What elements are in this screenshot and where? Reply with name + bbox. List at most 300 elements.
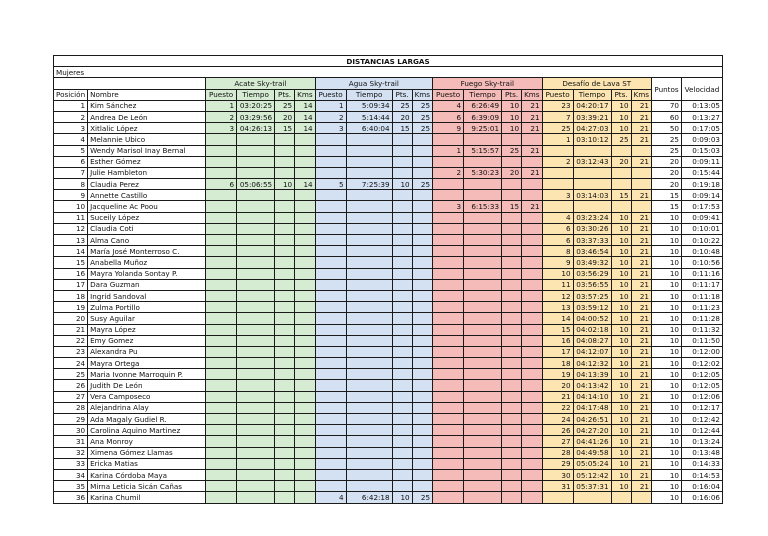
position-cell: 11: [54, 212, 88, 223]
pts-cell: [275, 324, 295, 335]
kms-cell: [412, 212, 432, 223]
pts-cell: [502, 212, 522, 223]
kms-cell: [295, 235, 315, 246]
kms-cell: 21: [631, 100, 651, 111]
tiempo-cell: 6:39:09: [464, 111, 502, 122]
table-row: [54, 257, 723, 268]
tiempo-cell: [346, 257, 392, 268]
puesto-cell: [206, 268, 237, 279]
pts-cell: 20: [502, 167, 522, 178]
pts-cell: [275, 425, 295, 436]
tiempo-cell: [346, 302, 392, 313]
tiempo-cell: 03:14:03: [573, 190, 611, 201]
puntos-cell: 10: [652, 402, 682, 413]
tiempo-cell: [464, 358, 502, 369]
tiempo-cell: [464, 469, 502, 480]
kms-cell: 21: [631, 391, 651, 402]
tiempo-cell: [464, 246, 502, 257]
tiempo-cell: 05:37:31: [573, 481, 611, 492]
tiempo-cell: [346, 279, 392, 290]
tiempo-cell: 6:42:18: [346, 492, 392, 503]
tiempo-cell: [237, 257, 275, 268]
table-row: [54, 212, 723, 223]
tiempo-cell: 03:57:25: [573, 290, 611, 301]
tiempo-cell: [464, 346, 502, 357]
puesto-cell: [315, 257, 346, 268]
puesto-cell: 3: [433, 201, 464, 212]
puntos-cell: 25: [652, 134, 682, 145]
puesto-cell: 7: [542, 111, 573, 122]
tiempo-cell: [464, 134, 502, 145]
table-row: [54, 156, 723, 167]
puesto-cell: [433, 391, 464, 402]
pts-cell: [502, 469, 522, 480]
kms-cell: [295, 134, 315, 145]
puesto-cell: [433, 302, 464, 313]
kms-cell: 21: [522, 100, 542, 111]
tiempo-cell: 05:05:24: [573, 458, 611, 469]
tiempo-cell: [464, 179, 502, 190]
puntos-cell: 50: [652, 123, 682, 134]
tiempo-cell: [346, 156, 392, 167]
puntos-cell: 10: [652, 346, 682, 357]
tiempo-cell: [346, 313, 392, 324]
puesto-cell: 4: [433, 100, 464, 111]
pts-cell: [502, 436, 522, 447]
tiempo-cell: [237, 313, 275, 324]
tiempo-cell: [573, 492, 611, 503]
pts-cell: [502, 391, 522, 402]
pts-cell: 10: [611, 335, 631, 346]
puesto-cell: [433, 447, 464, 458]
kms-cell: 25: [412, 492, 432, 503]
kms-cell: [412, 190, 432, 201]
pts-cell: [502, 492, 522, 503]
velocidad-cell: 0:12:17: [682, 402, 723, 413]
velocidad-cell: 0:13:27: [682, 111, 723, 122]
pts-cell: [502, 246, 522, 257]
pts-cell: [502, 447, 522, 458]
kms-cell: 21: [631, 257, 651, 268]
pts-cell: [502, 425, 522, 436]
puntos-cell: 15: [652, 201, 682, 212]
kms-cell: [522, 436, 542, 447]
header-puesto: Puesto: [542, 89, 573, 100]
pts-cell: [502, 156, 522, 167]
kms-cell: 21: [631, 380, 651, 391]
kms-cell: [295, 212, 315, 223]
tiempo-cell: [464, 156, 502, 167]
kms-cell: [295, 391, 315, 402]
puesto-cell: [315, 212, 346, 223]
tiempo-cell: [464, 212, 502, 223]
header-puesto: Puesto: [315, 89, 346, 100]
header-kms: Kms: [412, 89, 432, 100]
pts-cell: 10: [611, 380, 631, 391]
kms-cell: 21: [631, 414, 651, 425]
name-cell: Kim Sánchez: [88, 100, 206, 111]
tiempo-cell: [237, 279, 275, 290]
puesto-cell: [433, 279, 464, 290]
pts-cell: [392, 212, 412, 223]
header-pts: Pts.: [502, 89, 522, 100]
pts-cell: [392, 380, 412, 391]
pts-cell: [392, 402, 412, 413]
table-row: [54, 469, 723, 480]
kms-cell: [522, 481, 542, 492]
tiempo-cell: 04:20:17: [573, 100, 611, 111]
kms-cell: [295, 223, 315, 234]
pts-cell: [502, 346, 522, 357]
tiempo-cell: 04:02:18: [573, 324, 611, 335]
kms-cell: [412, 279, 432, 290]
kms-cell: [522, 190, 542, 201]
kms-cell: 21: [631, 134, 651, 145]
name-cell: Wendy Marisol Inay Bernal: [88, 145, 206, 156]
kms-cell: 14: [295, 179, 315, 190]
pts-cell: 10: [502, 100, 522, 111]
puesto-cell: [315, 268, 346, 279]
pts-cell: [275, 201, 295, 212]
pts-cell: [392, 246, 412, 257]
position-cell: 1: [54, 100, 88, 111]
tiempo-cell: [464, 290, 502, 301]
name-cell: Xitlalic López: [88, 123, 206, 134]
kms-cell: [412, 235, 432, 246]
kms-cell: [295, 156, 315, 167]
puesto-cell: [433, 380, 464, 391]
kms-cell: [522, 279, 542, 290]
header-posicion: Posición: [54, 89, 88, 100]
tiempo-cell: [237, 223, 275, 234]
puesto-cell: 2: [206, 111, 237, 122]
pts-cell: [275, 469, 295, 480]
puntos-cell: 10: [652, 369, 682, 380]
header-kms: Kms: [631, 89, 651, 100]
kms-cell: 21: [631, 212, 651, 223]
tiempo-cell: 04:08:27: [573, 335, 611, 346]
position-cell: 19: [54, 302, 88, 313]
kms-cell: 21: [631, 458, 651, 469]
pts-cell: 10: [611, 279, 631, 290]
velocidad-cell: 0:19:18: [682, 179, 723, 190]
kms-cell: [295, 335, 315, 346]
name-cell: Carolina Aquino Martinez: [88, 425, 206, 436]
pts-cell: 10: [392, 179, 412, 190]
pts-cell: [392, 481, 412, 492]
velocidad-cell: 0:17:53: [682, 201, 723, 212]
puesto-cell: [433, 223, 464, 234]
pts-cell: 10: [502, 123, 522, 134]
kms-cell: [522, 358, 542, 369]
kms-cell: [412, 469, 432, 480]
kms-cell: 21: [631, 358, 651, 369]
puesto-cell: 15: [542, 324, 573, 335]
puesto-cell: [206, 369, 237, 380]
tiempo-cell: [346, 425, 392, 436]
puesto-cell: [315, 391, 346, 402]
kms-cell: [412, 391, 432, 402]
puesto-cell: [433, 257, 464, 268]
kms-cell: [295, 481, 315, 492]
pts-cell: 10: [275, 179, 295, 190]
tiempo-cell: [237, 358, 275, 369]
puesto-cell: [315, 246, 346, 257]
tiempo-cell: [237, 425, 275, 436]
pts-cell: [275, 436, 295, 447]
kms-cell: [522, 302, 542, 313]
table-row: [54, 313, 723, 324]
table-row: [54, 324, 723, 335]
puesto-cell: [315, 279, 346, 290]
pts-cell: [275, 481, 295, 492]
puesto-cell: 20: [542, 380, 573, 391]
puntos-cell: 60: [652, 111, 682, 122]
tiempo-cell: [237, 436, 275, 447]
tiempo-cell: [237, 324, 275, 335]
pts-cell: [392, 223, 412, 234]
tiempo-cell: 04:13:39: [573, 369, 611, 380]
velocidad-cell: 0:11:50: [682, 335, 723, 346]
kms-cell: [522, 369, 542, 380]
kms-cell: [295, 302, 315, 313]
velocidad-cell: 0:14:53: [682, 469, 723, 480]
kms-cell: [412, 447, 432, 458]
header-tiempo: Tiempo: [573, 89, 611, 100]
position-cell: 20: [54, 313, 88, 324]
pts-cell: [275, 492, 295, 503]
kms-cell: [295, 380, 315, 391]
pts-cell: [502, 290, 522, 301]
table-row: [54, 458, 723, 469]
puesto-cell: [206, 402, 237, 413]
puesto-cell: [433, 469, 464, 480]
puntos-cell: 10: [652, 436, 682, 447]
puesto-cell: 3: [315, 123, 346, 134]
velocidad-cell: 0:12:42: [682, 414, 723, 425]
kms-cell: [295, 324, 315, 335]
pts-cell: [275, 257, 295, 268]
tiempo-cell: 03:56:29: [573, 268, 611, 279]
velocidad-cell: 0:13:24: [682, 436, 723, 447]
tiempo-cell: [346, 235, 392, 246]
pts-cell: [392, 358, 412, 369]
tiempo-cell: [464, 235, 502, 246]
pts-cell: 10: [611, 346, 631, 357]
kms-cell: [295, 402, 315, 413]
tiempo-cell: [237, 414, 275, 425]
pts-cell: [392, 391, 412, 402]
tiempo-cell: [346, 380, 392, 391]
table-row: [54, 481, 723, 492]
pts-cell: [275, 358, 295, 369]
kms-cell: 21: [522, 167, 542, 178]
tiempo-cell: [464, 425, 502, 436]
tiempo-cell: [346, 346, 392, 357]
puesto-cell: [433, 369, 464, 380]
name-cell: Mayra Yolanda Sontay P.: [88, 268, 206, 279]
puesto-cell: [206, 436, 237, 447]
header-spacer: [54, 78, 206, 89]
pts-cell: 25: [392, 100, 412, 111]
puntos-cell: 10: [652, 246, 682, 257]
tiempo-cell: [464, 414, 502, 425]
pts-cell: [275, 369, 295, 380]
kms-cell: 21: [522, 123, 542, 134]
velocidad-cell: 0:16:06: [682, 492, 723, 503]
name-cell: Claudia Perez: [88, 179, 206, 190]
pts-cell: [392, 134, 412, 145]
position-cell: 18: [54, 290, 88, 301]
table-row: [54, 235, 723, 246]
position-cell: 7: [54, 167, 88, 178]
position-cell: 6: [54, 156, 88, 167]
puesto-cell: [206, 481, 237, 492]
puesto-cell: [433, 134, 464, 145]
tiempo-cell: [237, 134, 275, 145]
kms-cell: [412, 223, 432, 234]
puntos-cell: 20: [652, 167, 682, 178]
header-pts: Pts.: [275, 89, 295, 100]
pts-cell: 10: [611, 302, 631, 313]
kms-cell: [631, 167, 651, 178]
position-cell: 15: [54, 257, 88, 268]
puesto-cell: [542, 145, 573, 156]
puesto-cell: 3: [206, 123, 237, 134]
tiempo-cell: [464, 302, 502, 313]
puesto-cell: 1: [542, 134, 573, 145]
puntos-cell: 10: [652, 302, 682, 313]
table-row: [54, 425, 723, 436]
race-header-row: [54, 78, 723, 89]
puesto-cell: [206, 469, 237, 480]
tiempo-cell: 03:37:33: [573, 235, 611, 246]
pts-cell: [392, 335, 412, 346]
kms-cell: [295, 369, 315, 380]
tiempo-cell: [346, 458, 392, 469]
tiempo-cell: [237, 469, 275, 480]
velocidad-cell: 0:12:06: [682, 391, 723, 402]
velocidad-cell: 0:10:48: [682, 246, 723, 257]
pts-cell: [392, 313, 412, 324]
kms-cell: 21: [631, 481, 651, 492]
kms-cell: [295, 290, 315, 301]
puesto-cell: 16: [542, 335, 573, 346]
puesto-cell: [315, 358, 346, 369]
tiempo-cell: 03:10:12: [573, 134, 611, 145]
kms-cell: [412, 290, 432, 301]
pts-cell: [611, 145, 631, 156]
tiempo-cell: [464, 190, 502, 201]
position-cell: 36: [54, 492, 88, 503]
pts-cell: [275, 414, 295, 425]
tiempo-cell: [237, 290, 275, 301]
puesto-cell: [315, 335, 346, 346]
pts-cell: [502, 414, 522, 425]
pts-cell: [502, 481, 522, 492]
puesto-cell: [315, 346, 346, 357]
pts-cell: 10: [611, 246, 631, 257]
puesto-cell: 6: [542, 235, 573, 246]
puntos-cell: 10: [652, 425, 682, 436]
kms-cell: [412, 380, 432, 391]
tiempo-cell: [237, 145, 275, 156]
kms-cell: [522, 268, 542, 279]
velocidad-cell: 0:12:44: [682, 425, 723, 436]
pts-cell: [611, 167, 631, 178]
table-row: [54, 279, 723, 290]
kms-cell: [295, 469, 315, 480]
kms-cell: [412, 201, 432, 212]
kms-cell: [295, 458, 315, 469]
puesto-cell: [206, 346, 237, 357]
pts-cell: [502, 380, 522, 391]
puesto-cell: 29: [542, 458, 573, 469]
tiempo-cell: 04:41:26: [573, 436, 611, 447]
position-cell: 25: [54, 369, 88, 380]
tiempo-cell: 03:23:24: [573, 212, 611, 223]
category-label: Mujeres: [54, 67, 723, 78]
tiempo-cell: 04:12:07: [573, 346, 611, 357]
kms-cell: [522, 380, 542, 391]
velocidad-cell: 0:12:02: [682, 358, 723, 369]
pts-cell: 10: [611, 469, 631, 480]
kms-cell: [522, 492, 542, 503]
position-cell: 22: [54, 335, 88, 346]
kms-cell: [522, 179, 542, 190]
velocidad-cell: 0:11:23: [682, 302, 723, 313]
kms-cell: [412, 134, 432, 145]
kms-cell: [522, 223, 542, 234]
position-cell: 16: [54, 268, 88, 279]
puesto-cell: [433, 458, 464, 469]
kms-cell: [295, 257, 315, 268]
puesto-cell: [433, 212, 464, 223]
pts-cell: [392, 425, 412, 436]
puesto-cell: [542, 179, 573, 190]
kms-cell: [295, 201, 315, 212]
kms-cell: [412, 302, 432, 313]
name-cell: Alexandra Pu: [88, 346, 206, 357]
puesto-cell: 2: [542, 156, 573, 167]
race-header-agua: Agua Sky-trail: [315, 78, 432, 89]
puesto-cell: [315, 425, 346, 436]
pts-cell: [275, 268, 295, 279]
kms-cell: [412, 257, 432, 268]
puesto-cell: [433, 414, 464, 425]
tiempo-cell: [464, 481, 502, 492]
pts-cell: [392, 190, 412, 201]
kms-cell: 14: [295, 111, 315, 122]
tiempo-cell: [573, 201, 611, 212]
pts-cell: 15: [502, 201, 522, 212]
tiempo-cell: [237, 391, 275, 402]
kms-cell: 25: [412, 123, 432, 134]
puesto-cell: [315, 436, 346, 447]
pts-cell: [392, 436, 412, 447]
tiempo-cell: 03:20:25: [237, 100, 275, 111]
tiempo-cell: [464, 402, 502, 413]
table-row: [54, 414, 723, 425]
tiempo-cell: [237, 346, 275, 357]
puntos-cell: 10: [652, 492, 682, 503]
table-row: [54, 335, 723, 346]
table-row: [54, 246, 723, 257]
puesto-cell: [206, 290, 237, 301]
puesto-cell: [315, 145, 346, 156]
table-row: [54, 190, 723, 201]
pts-cell: [502, 190, 522, 201]
